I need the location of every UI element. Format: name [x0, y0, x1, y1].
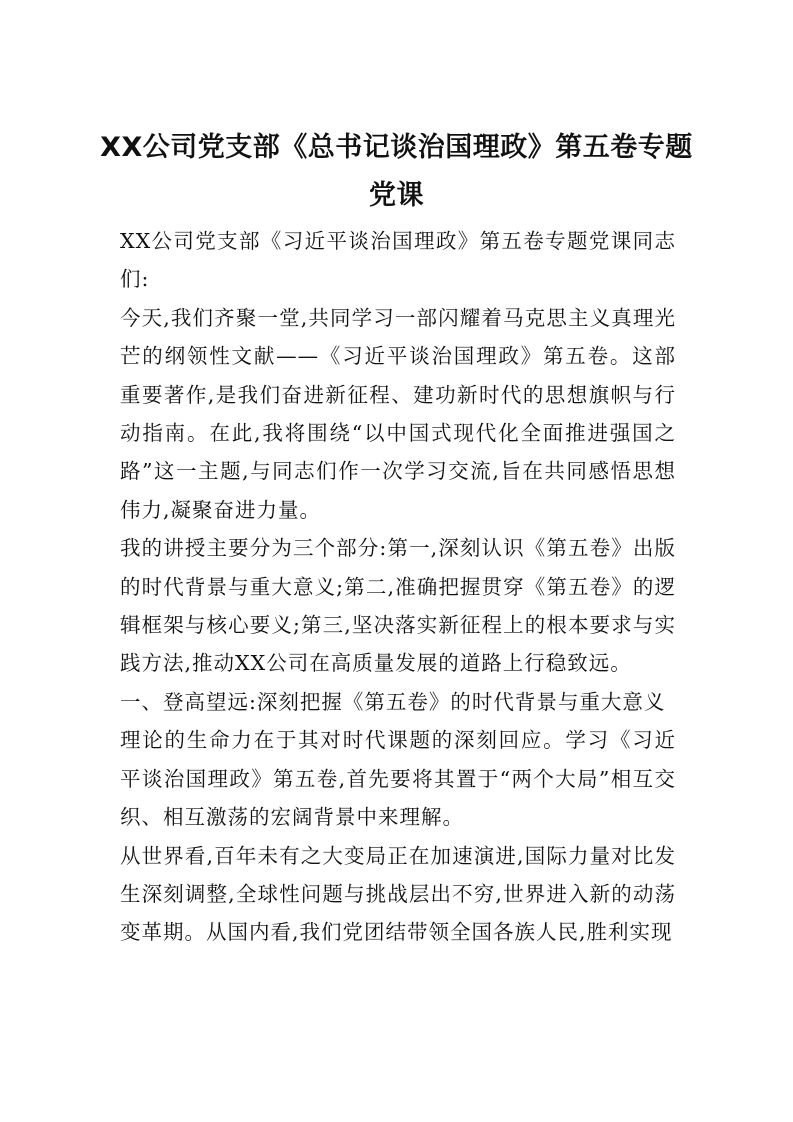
paragraph-introduction: 今天,我们齐聚一堂,共同学习一部闪耀着马克思主义真理光芒的纲领性文献——《习近平谈治国理政》第五卷。这部重要著作,是我们奋进新征程、建功新时代的思想旗帜与行动指南。在此,我将围绕“以中国式现代化全面推进强国之路”这一主题,与同志们作一次学习交流,旨在共同感悟思想伟力,凝聚奋进力量。: [120, 305, 676, 522]
paragraph-theory: 理论的生命力在于其对时代课题的深刻回应。学习《习近平谈治国理政》第五卷,首先要将其置于“两个大局”相互交织、相互激荡的宏阔背景中来理解。: [120, 728, 676, 830]
document-title: XX公司党支部《总书记谈治国理政》第五卷专题党课: [100, 132, 693, 211]
paragraph-world-context: 从世界看,百年未有之大变局正在加速演进,国际力量对比发生深刻调整,全球性问题与挑战层出不穷,世界进入新的动荡变革期。从国内看,我们党团结带领全国各族人民,胜利实现: [120, 843, 676, 945]
section-heading-one: 一、登高望远:深刻把握《第五卷》的时代背景与重大意义: [120, 689, 666, 714]
paragraph-salutation: XX公司党支部《习近平谈治国理政》第五卷专题党课同志们:: [120, 229, 676, 292]
paragraph-outline: 我的讲授主要分为三个部分:第一,深刻认识《第五卷》出版的时代背景与重大意义;第二,准确把握贯穿《第五卷》的逻辑框架与核心要义;第三,坚决落实新征程上的根本要求与实践方法,推动XX公司在高质量发展的道路上行稳致远。: [120, 536, 676, 676]
document-body: [120, 222, 676, 952]
